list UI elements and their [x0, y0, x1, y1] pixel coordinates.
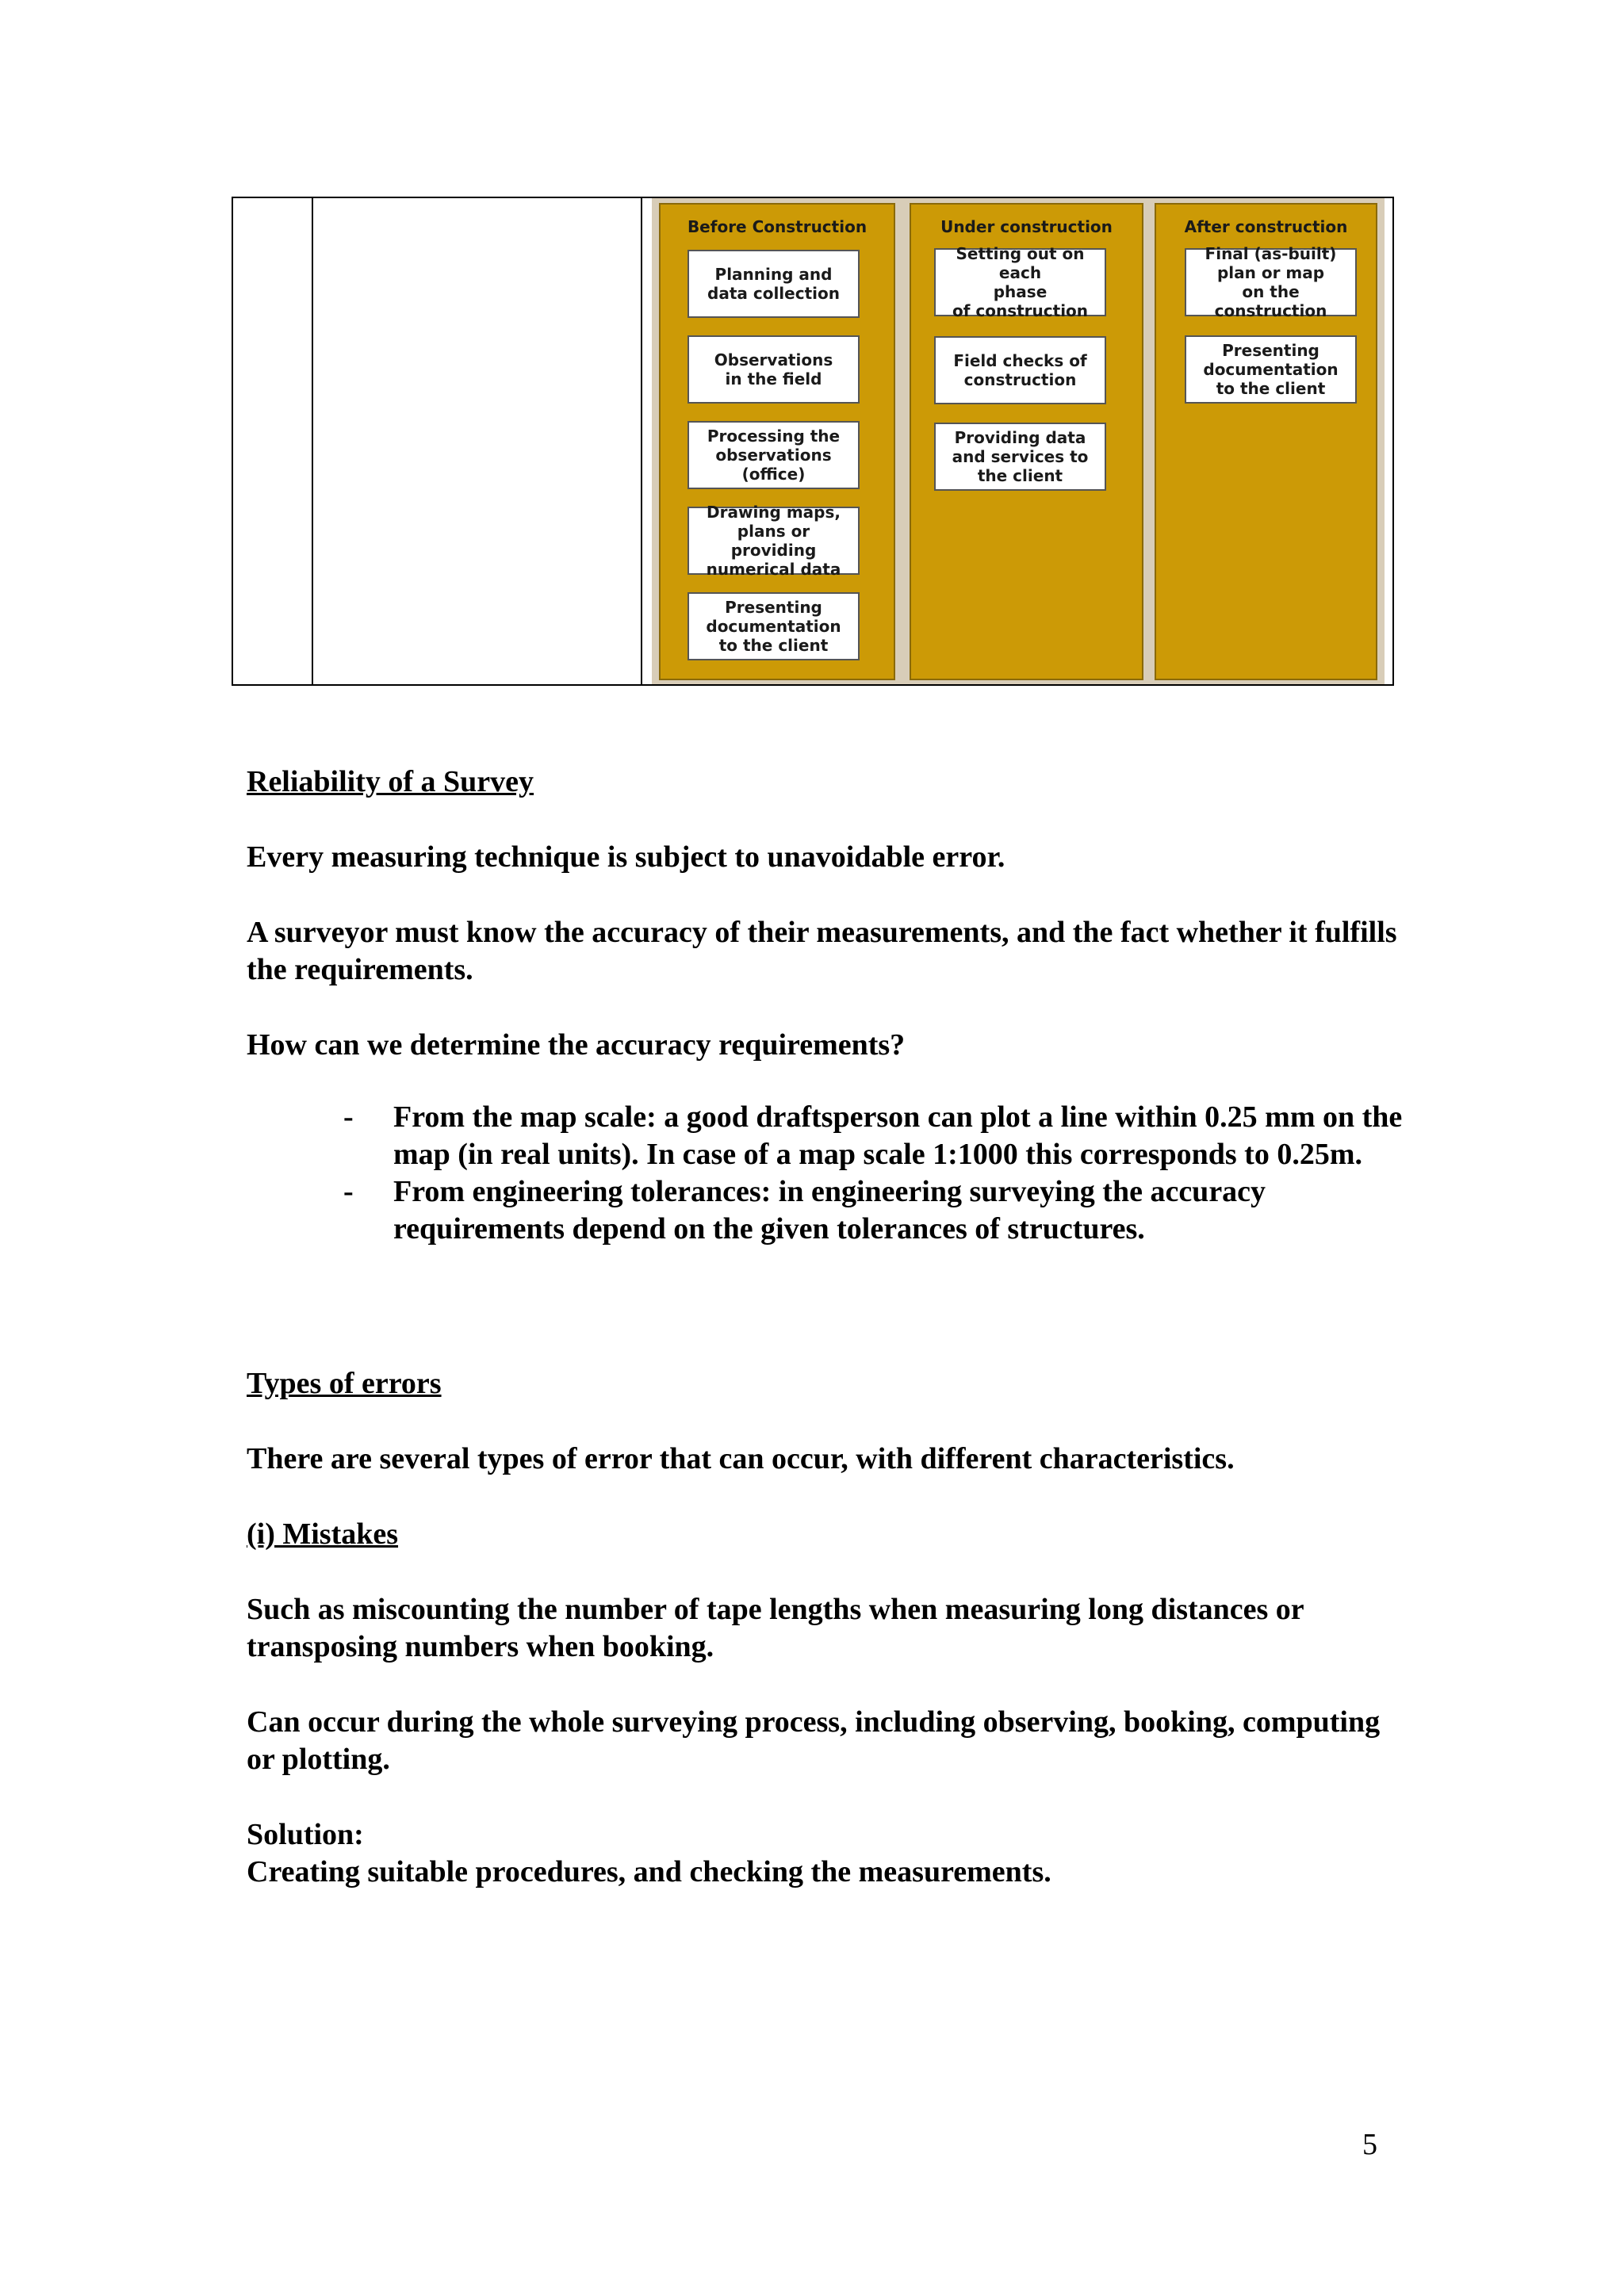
step-box: Presenting documentation to the client [1185, 335, 1357, 404]
section-heading-types-of-errors: Types of errors [247, 1367, 442, 1400]
paragraph: A surveyor must know the accuracy of their measurements, and the fact whether it fulfills the requirements. [247, 916, 1397, 986]
step-box: Providing data and services to the client [934, 423, 1106, 491]
section-heading-reliability: Reliability of a Survey [247, 765, 534, 798]
solution-text: Creating suitable procedures, and checking the measurements. [247, 1855, 1051, 1888]
step-box: Planning and data collection [688, 250, 860, 318]
page-number: 5 [1362, 2128, 1377, 2161]
paragraph: Can occur during the whole surveying process, including observing, booking, computing or plotting. [247, 1705, 1381, 1776]
paragraph: There are several types of error that can occur, with different characteristics. [247, 1442, 1235, 1475]
phase-column-after-construction [1155, 203, 1377, 680]
paragraph: Such as miscounting the number of tape lengths when measuring long distances or transposing numbers when booking. [247, 1593, 1304, 1663]
phase-column-before-construction [659, 203, 895, 680]
table-column-divider [641, 198, 642, 684]
solution-label: Solution: [247, 1818, 364, 1851]
step-box: Presenting documentation to the client [688, 592, 860, 660]
list-bullet: - [343, 1175, 354, 1208]
phase-column-under-construction [910, 203, 1143, 680]
step-box: Processing the observations (office) [688, 421, 860, 489]
step-box: Drawing maps, plans or providing numerical data [688, 507, 860, 575]
table-column-divider [312, 198, 313, 684]
phase-title: Under construction [940, 217, 1113, 236]
phase-title: Before Construction [687, 217, 868, 236]
construction-phases-diagram [652, 198, 1385, 684]
subheading-mistakes: (i) Mistakes [247, 1517, 399, 1551]
step-box: Final (as-built) plan or map on the construction [1185, 248, 1357, 316]
list-item [247, 1099, 1404, 1173]
accuracy-requirements-list [247, 1099, 1404, 1248]
list-item-text: From the map scale: a good draftsperson can plot a line within 0.25 mm on the map (in real units). In case of a map scale 1:1000 this corresponds to 0.25m. [393, 1100, 1403, 1171]
paragraph: How can we determine the accuracy requirements? [247, 1028, 906, 1062]
list-item [247, 1173, 1404, 1248]
list-item-text: From engineering tolerances: in engineering surveying the accuracy requirements depend on the given tolerances of structures. [393, 1175, 1266, 1246]
step-box: Observations in the field [688, 335, 860, 404]
list-bullet: - [343, 1100, 354, 1134]
step-box: Setting out on each phase of construction [934, 248, 1106, 316]
phase-title: After construction [1184, 217, 1348, 236]
step-box: Field checks of construction [934, 336, 1106, 404]
paragraph: Every measuring technique is subject to unavoidable error. [247, 840, 1005, 874]
